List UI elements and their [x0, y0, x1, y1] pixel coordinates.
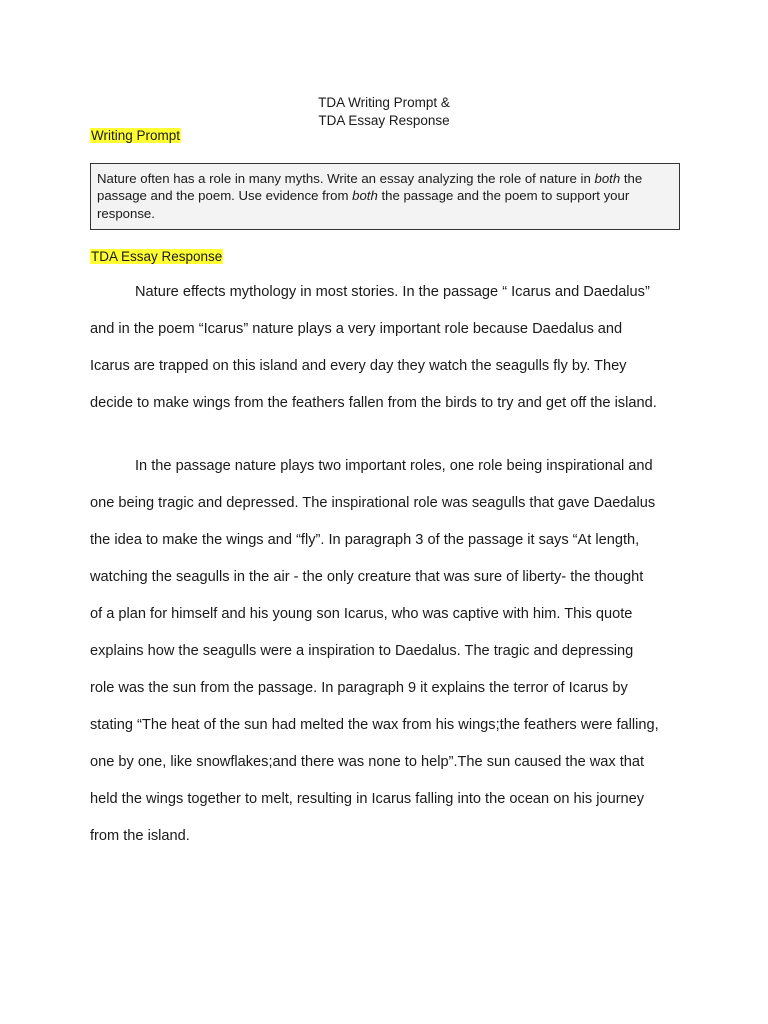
title-line-1: TDA Writing Prompt & — [318, 95, 450, 110]
essay-line: from the island. — [90, 828, 190, 844]
essay-line: one being tragic and depressed. The inspirational role was seagulls that gave Daedalus — [90, 495, 656, 511]
essay-body — [90, 280, 690, 861]
prompt-text-2: the passage and the poem. Use evidence from — [97, 171, 643, 204]
paragraph-spacer — [90, 428, 690, 454]
prompt-emphasis-both-2: both — [352, 188, 378, 204]
essay-line: stating “The heat of the sun had melted the wax from his wings;the feathers were falling, — [90, 717, 659, 733]
essay-line: of a plan for himself and his young son Icarus, who was captive with him. This quote — [90, 606, 633, 622]
prompt-emphasis-both-1: both — [594, 171, 621, 186]
writing-prompt-heading — [90, 127, 181, 145]
writing-prompt-box — [90, 163, 680, 230]
essay-line: explains how the seagulls were a inspiration to Daedalus. The tragic and depressing — [90, 643, 634, 659]
essay-line: role was the sun from the passage. In paragraph 9 it explains the terror of Icarus by — [90, 680, 628, 696]
essay-line: decide to make wings from the feathers fallen from the birds to try and get off the island. — [90, 395, 657, 411]
essay-line: Icarus are trapped on this island and every day they watch the seagulls fly by. They — [90, 358, 627, 374]
essay-line: held the wings together to melt, resulting in Icarus falling into the ocean on his journey — [90, 791, 645, 807]
essay-paragraph-1 — [90, 280, 690, 428]
essay-line: Nature effects mythology in most stories. In the passage “ Icarus and Daedalus” — [135, 284, 650, 300]
essay-response-heading — [90, 248, 223, 266]
essay-response-label: TDA Essay Response — [91, 249, 223, 264]
essay-line: one by one, like snowflakes;and there was none to help”.The sun caused the wax that — [90, 754, 645, 770]
prompt-text-3: the passage and the poem to support your response. — [97, 188, 630, 221]
essay-line: the idea to make the wings and “fly”. In paragraph 3 of the passage it says “At length, — [90, 532, 640, 548]
document-title — [0, 94, 768, 130]
essay-paragraph-2 — [90, 454, 690, 861]
essay-line: watching the seagulls in the air - the only creature that was sure of liberty- the thought — [90, 569, 644, 585]
essay-line: and in the poem “Icarus” nature plays a very important role because Daedalus and — [90, 321, 623, 337]
writing-prompt-label: Writing Prompt — [91, 128, 181, 143]
essay-line: In the passage nature plays two important roles, one role being inspirational and — [135, 458, 653, 474]
prompt-text-1: Nature often has a role in many myths. Write an essay analyzing the role of nature in — [97, 171, 595, 186]
title-line-2: TDA Essay Response — [318, 113, 450, 128]
